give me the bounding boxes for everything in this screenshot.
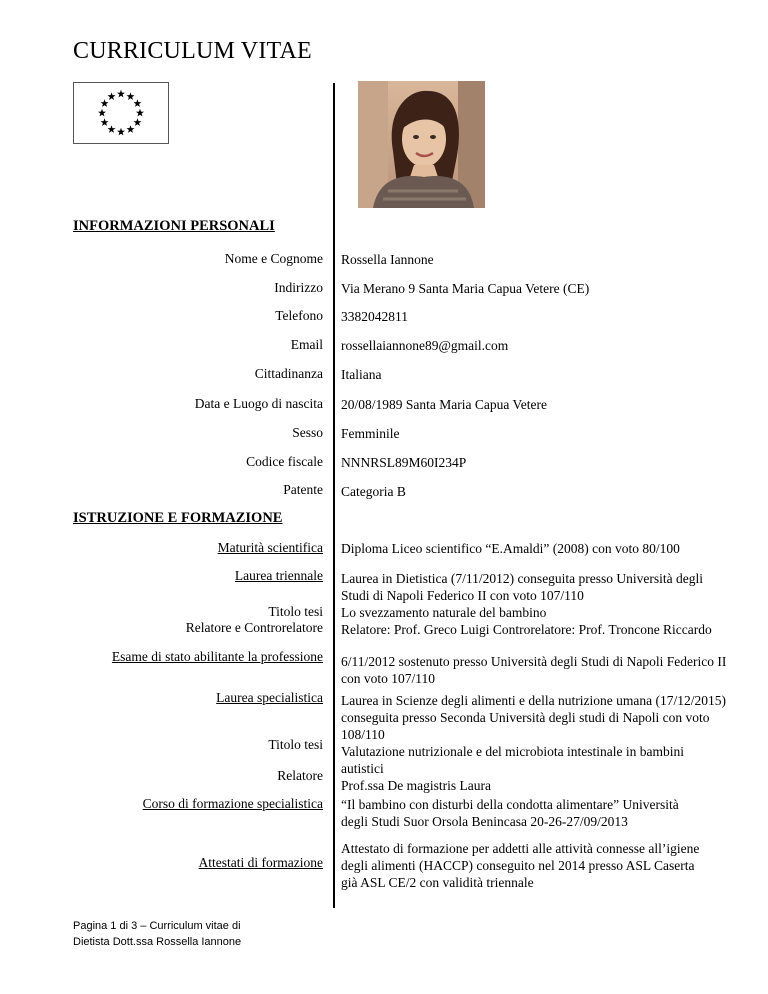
star-icon	[117, 128, 125, 136]
star-icon	[133, 118, 141, 126]
value-email: rossellaiannone89@gmail.com	[341, 338, 509, 353]
label-name: Nome e Cognome	[224, 251, 323, 266]
star-icon	[117, 90, 125, 98]
value-tax-code: NNNRSL89M60I234P	[341, 455, 467, 470]
label-titolo-tesi: Titolo tesi	[268, 604, 323, 619]
value-address: Via Merano 9 Santa Maria Capua Vetere (CE)	[341, 281, 590, 296]
text-line: degli alimenti (HACCP) conseguito nel 2014 presso ASL Caserta	[341, 858, 695, 873]
label-phone: Telefono	[275, 308, 323, 323]
text-line: autistici	[341, 761, 384, 776]
text-line: già ASL CE/2 con validità triennale	[341, 875, 534, 890]
star-icon	[108, 125, 116, 133]
value-laurea-triennale	[341, 570, 751, 638]
page-title: CURRICULUM VITAE	[73, 38, 312, 64]
text-line: conseguita presso Seconda Università degli studi di Napoli con voto	[341, 710, 710, 725]
value-license: Categoria B	[341, 484, 406, 499]
label-relatore-controrelatore: Relatore e Controrelatore	[185, 620, 323, 635]
value-citizenship: Italiana	[341, 367, 382, 382]
text-line: Valutazione nutrizionale e del microbiota intestinale in bambini	[341, 744, 685, 759]
value-name: Rossella Iannone	[341, 252, 434, 267]
label-maturita: Maturità scientifica	[217, 540, 323, 555]
text-line: Laurea in Scienze degli alimenti e della nutrizione umana (17/12/2015)	[341, 693, 726, 708]
star-icon	[133, 99, 141, 107]
page-footer	[73, 918, 241, 950]
value-laurea-specialistica	[341, 692, 751, 794]
value-phone: 3382042811	[341, 309, 408, 324]
label-corso-formazione: Corso di formazione specialistica	[142, 796, 323, 811]
text-line: Relatore: Prof. Greco Luigi Controrelatore: Prof. Troncone Riccardo	[341, 622, 712, 637]
label-sex: Sesso	[292, 425, 323, 440]
star-icon	[101, 99, 109, 107]
text-line: Prof.ssa De magistris Laura	[341, 778, 491, 793]
section-heading-personal: INFORMAZIONI PERSONALI	[73, 218, 275, 234]
text-line: Lo svezzamento naturale del bambino	[341, 605, 547, 620]
label-license: Patente	[283, 482, 323, 497]
label-citizenship: Cittadinanza	[254, 366, 323, 381]
value-birth: 20/08/1989 Santa Maria Capua Vetere	[341, 397, 547, 412]
text-line: con voto 107/110	[341, 671, 435, 686]
label-email: Email	[290, 337, 323, 352]
text-line: Attestato di formazione per addetti alle attività connesse all’igiene	[341, 841, 700, 856]
eu-flag-icon	[73, 82, 169, 144]
text-line: 6/11/2012 sostenuto presso Università degli Studi di Napoli Federico II	[341, 654, 727, 669]
label-laurea-triennale: Laurea triennale	[234, 568, 323, 583]
label-laurea-specialistica: Laurea specialistica	[216, 690, 323, 705]
text-line: Laurea in Dietistica (7/11/2012) conseguita presso Università degli	[341, 571, 704, 586]
value-corso-formazione	[341, 796, 751, 830]
text-line: “Il bambino con disturbi della condotta alimentare” Università	[341, 797, 679, 812]
value-maturita: Diploma Liceo scientifico “E.Amaldi” (2008) con voto 80/100	[341, 541, 680, 556]
value-esame-stato	[341, 653, 751, 687]
label-esame-stato: Esame di stato abilitante la professione	[111, 649, 323, 664]
profile-photo	[358, 81, 485, 208]
eu-stars-icon	[74, 83, 168, 143]
star-icon	[136, 109, 144, 117]
star-icon	[98, 109, 106, 117]
star-icon	[127, 125, 135, 133]
text-line: 108/110	[341, 727, 385, 742]
star-icon	[108, 92, 116, 100]
label-birth: Data e Luogo di nascita	[194, 396, 323, 411]
label-relatore-spec: Relatore	[277, 768, 323, 783]
label-titolo-tesi-spec: Titolo tesi	[268, 737, 323, 752]
label-address: Indirizzo	[274, 280, 323, 295]
footer-line: Pagina 1 di 3 – Curriculum vitae di	[73, 920, 241, 932]
value-attestati	[341, 840, 751, 891]
vertical-divider	[333, 83, 335, 908]
label-attestati: Attestati di formazione	[198, 855, 323, 870]
text-line: Studi di Napoli Federico II con voto 107/110	[341, 588, 584, 603]
value-sex: Femminile	[341, 426, 400, 441]
section-heading-education: ISTRUZIONE E FORMAZIONE	[73, 510, 283, 526]
star-icon	[127, 92, 135, 100]
footer-line: Dietista Dott.ssa Rossella Iannone	[73, 936, 242, 948]
text-line: degli Studi Suor Orsola Benincasa 20-26-27/09/2013	[341, 814, 628, 829]
star-icon	[101, 118, 109, 126]
label-tax-code: Codice fiscale	[246, 454, 323, 469]
